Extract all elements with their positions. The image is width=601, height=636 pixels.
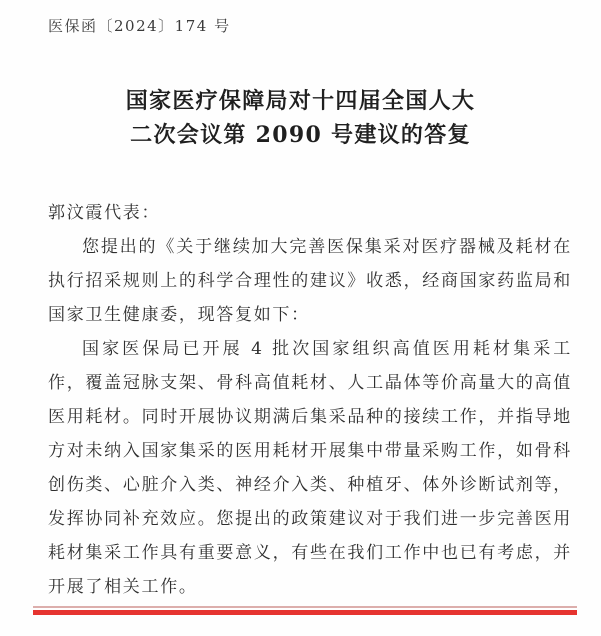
footer-divider: [33, 606, 577, 615]
footer-divider-thick-line: [33, 610, 577, 615]
document-body: [48, 196, 572, 604]
document-title-line-2: 二次会议第 2090 号建议的答复: [130, 122, 471, 148]
salutation: 郭汶霞代表：: [48, 203, 161, 223]
document-title: [0, 84, 601, 152]
paragraph: 您提出的《关于继续加大完善医保集采对医疗器械及耗材在执行招采规则上的科学合理性的建议》收悉，经商国家药监局和国家卫生健康委，现答复如下：: [48, 237, 572, 325]
paragraph: 国家医保局已开展 4 批次国家组织高值医用耗材集采工作，覆盖冠脉支架、骨科高值耗材、人工晶体等价高量大的高值医用耗材。同时开展协议期满后集采品种的接续工作，并指导地方对未纳入国家集采的医用耗材开展集中带量采购工作，如骨科创伤类、心脏介入类、神经介入类、种植牙、体外诊断试剂等，发挥协同补充效应。您提出的政策建议对于我们进一步完善医用耗材集采工作具有重要意义，有些在我们工作中也已有考虑，并开展了相关工作。: [48, 339, 572, 597]
document-title-line-1: 国家医疗保障局对十四届全国人大: [125, 88, 476, 114]
document-number: 医保函〔2024〕174 号: [48, 17, 231, 35]
footer-divider-thin-line: [33, 606, 577, 608]
